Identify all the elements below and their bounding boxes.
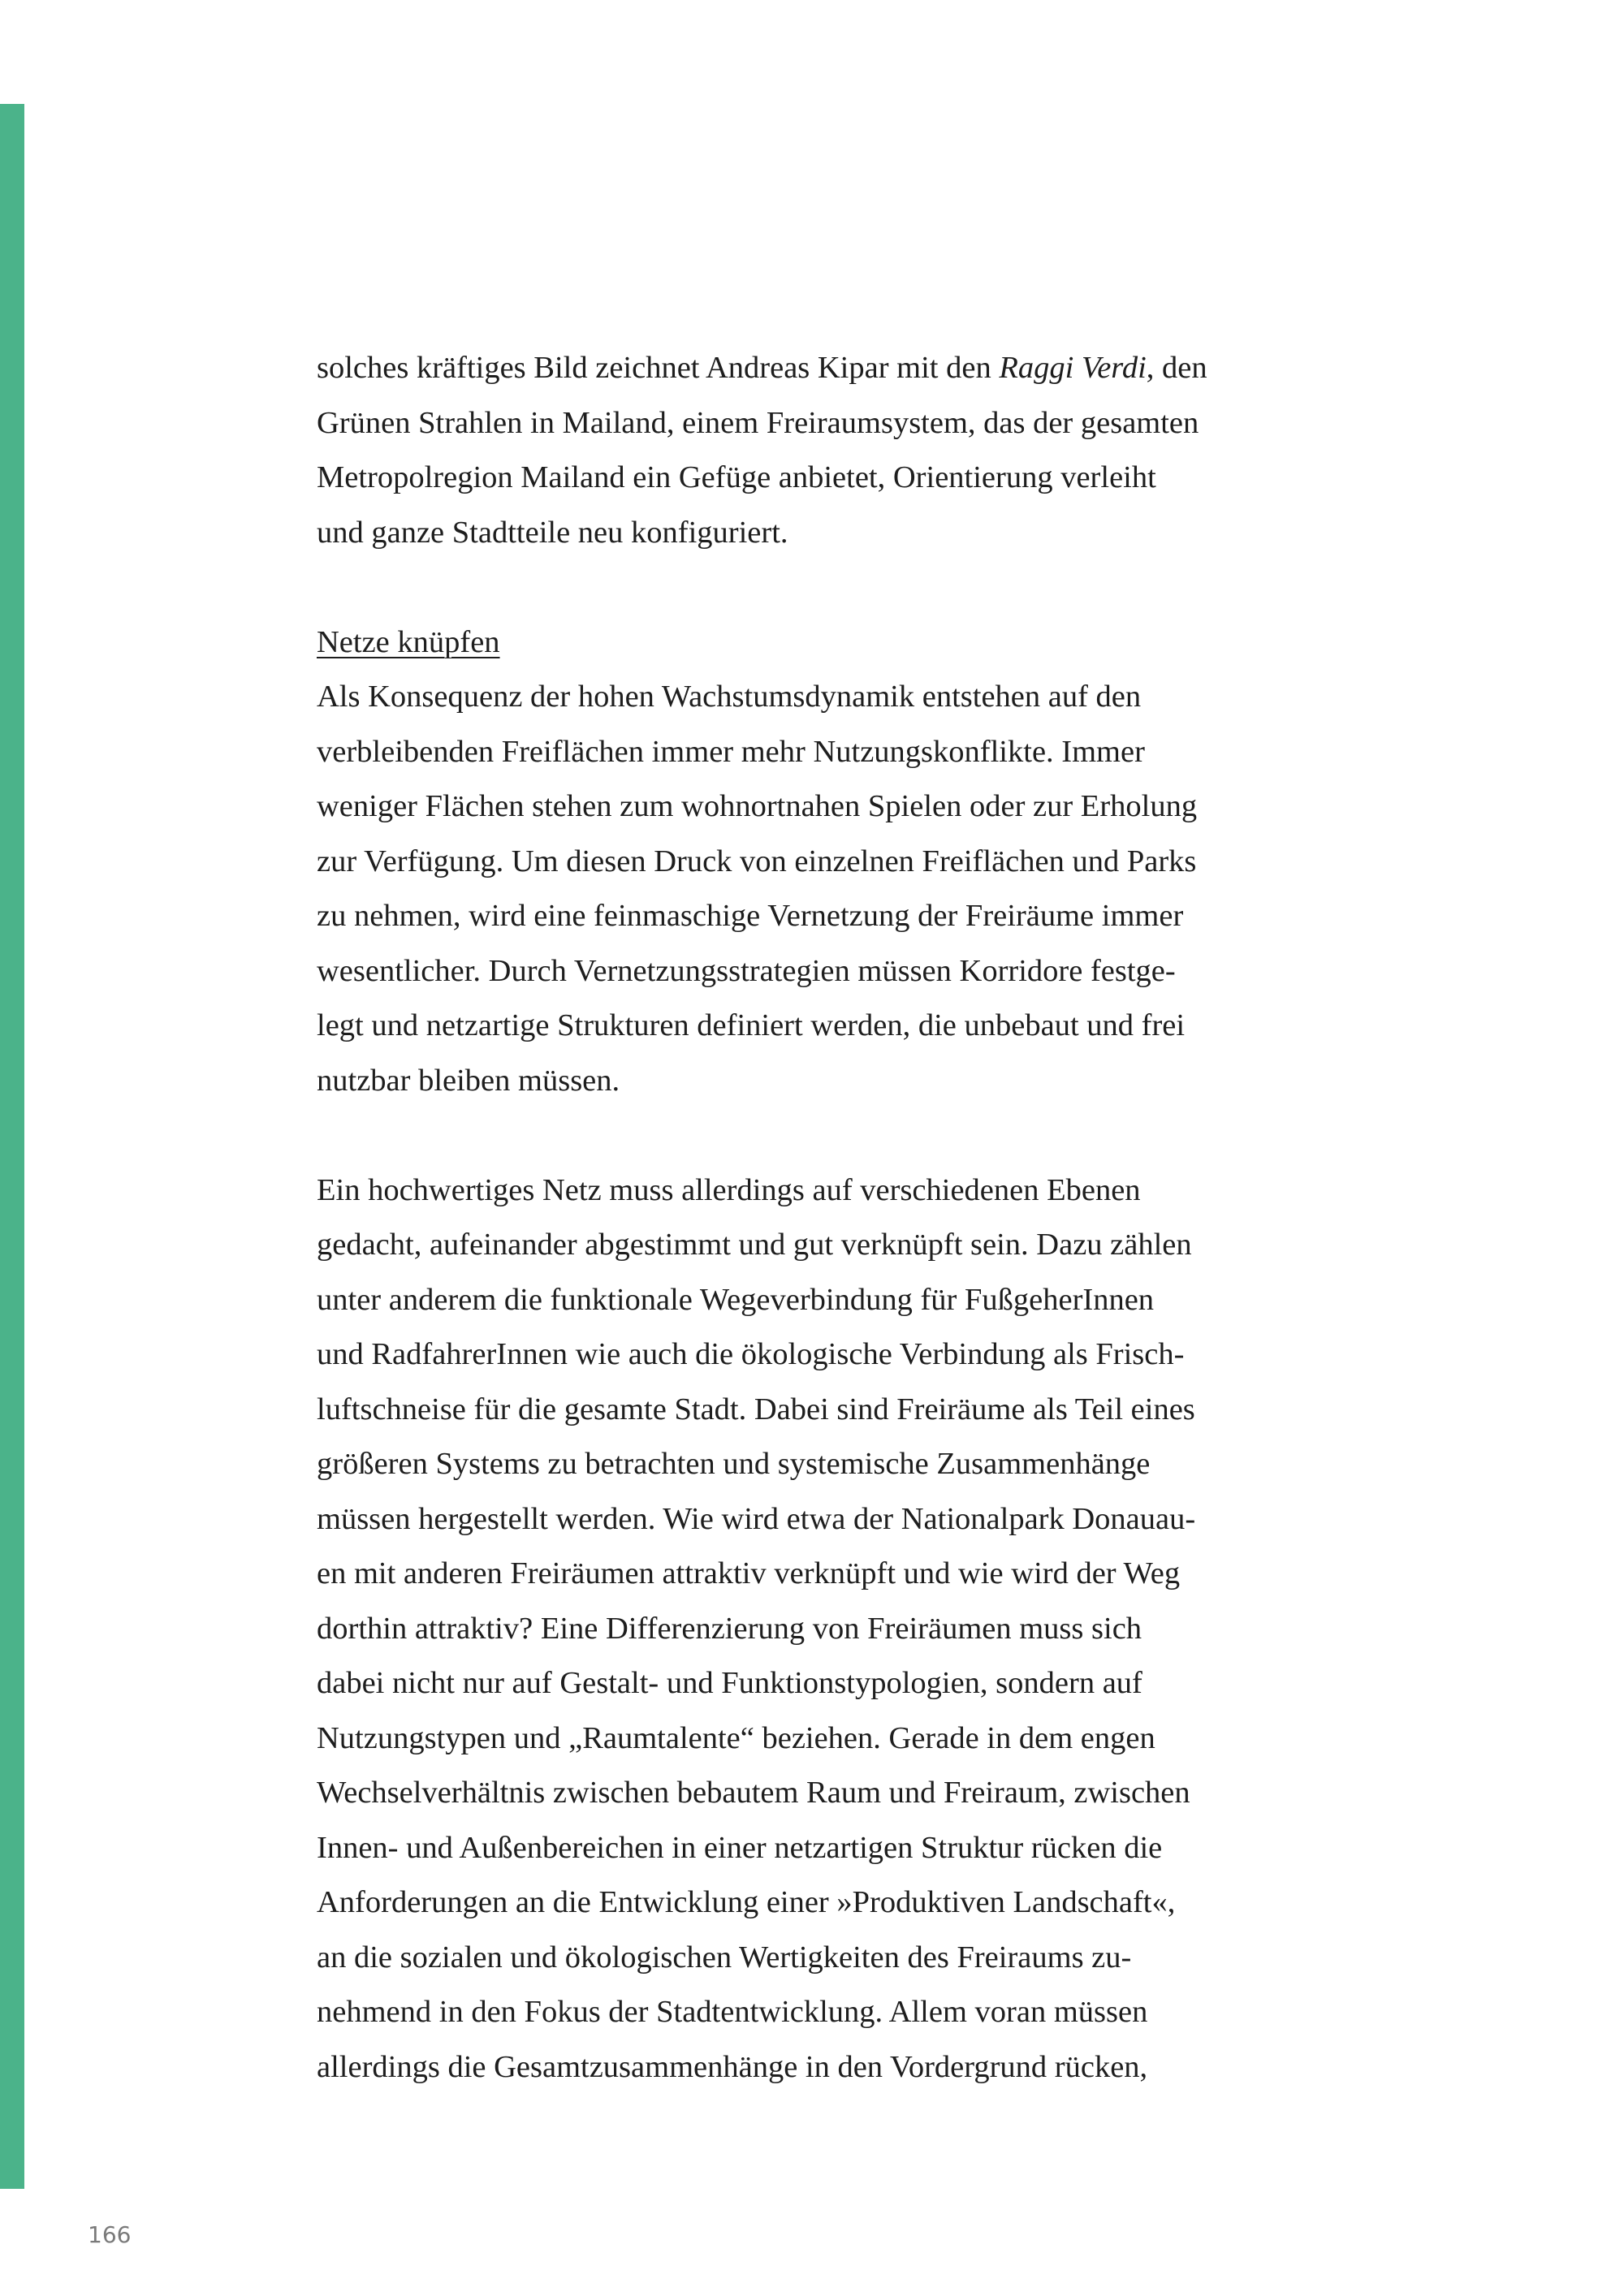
paragraph-spacer: [317, 1108, 1307, 1163]
paragraph-1-line: und ganze Stadtteile neu konfiguriert.: [317, 515, 788, 550]
paragraph-3-line: Anforderungen an die Entwicklung einer »Produktiven Landschaft«,: [317, 1885, 1176, 1919]
paragraph-1-line: Grünen Strahlen in Mailand, einem Freiraumsystem, das der gesamten: [317, 405, 1199, 440]
paragraph-3-line: gedacht, aufeinander abgestimmt und gut verknüpft sein. Dazu zählen: [317, 1228, 1192, 1262]
paragraph-3-line: Ein hochwertiges Netz muss allerdings auf verschiedenen Ebenen: [317, 1172, 1141, 1207]
paragraph-3-line: Wechselverhältnis zwischen bebautem Raum und Freiraum, zwischen: [317, 1776, 1190, 1810]
paragraph-3-line: en mit anderen Freiräumen attraktiv verknüpft und wie wird der Weg: [317, 1556, 1181, 1590]
paragraph-1-line-1-start: solches kräftiges Bild zeichnet Andreas Kipar mit den: [317, 351, 1000, 385]
paragraph-3-line: allerdings die Gesamtzusammenhänge in den Vordergrund rücken,: [317, 2049, 1148, 2084]
accent-bar: [0, 104, 24, 2189]
paragraph-3-line: Nutzungstypen und „Raumtalente“ beziehen. Gerade in dem engen: [317, 1720, 1155, 1755]
paragraph-2-line: zur Verfügung. Um diesen Druck von einzelnen Freiflächen und Parks: [317, 844, 1197, 878]
paragraph-3: [317, 1163, 1307, 2095]
paragraph-2-line: nutzbar bleiben müssen.: [317, 1063, 620, 1098]
paragraph-3-line: und RadfahrerInnen wie auch die ökologische Verbindung als Frisch-: [317, 1337, 1185, 1371]
paragraph-3-line: größeren Systems zu betrachten und systemische Zusammenhänge: [317, 1447, 1151, 1481]
paragraph-3-line: Innen- und Außenbereichen in einer netzartigen Struktur rücken die: [317, 1830, 1163, 1865]
paragraph-2-line: Als Konsequenz der hohen Wachstumsdynamik entstehen auf den: [317, 680, 1142, 714]
paragraph-3-line: luftschneise für die gesamte Stadt. Dabei sind Freiräume als Teil eines: [317, 1392, 1195, 1426]
paragraph-1: [317, 341, 1307, 560]
paragraph-3-line: nehmend in den Fokus der Stadtentwicklung. Allem voran müssen: [317, 1995, 1148, 2029]
paragraph-2-line: weniger Flächen stehen zum wohnortnahen Spielen oder zur Erholung: [317, 789, 1198, 823]
paragraph-1-line-1-end: , den: [1146, 351, 1207, 385]
paragraph-2-line: legt und netzartige Strukturen definiert werden, die unbebaut und frei: [317, 1008, 1186, 1042]
paragraph-spacer: [317, 560, 1307, 615]
paragraph-2: [317, 670, 1307, 1108]
paragraph-3-line: dabei nicht nur auf Gestalt- und Funktionstypologien, sondern auf: [317, 1666, 1142, 1700]
italic-term-raggi-verdi: Raggi Verdi: [999, 351, 1147, 385]
paragraph-3-line: dorthin attraktiv? Eine Differenzierung von Freiräumen muss sich: [317, 1611, 1142, 1646]
paragraph-2-line: wesentlicher. Durch Vernetzungsstrategien müssen Korridore festge-: [317, 953, 1176, 988]
paragraph-1-line: Metropolregion Mailand ein Gefüge anbietet, Orientierung verleiht: [317, 460, 1156, 494]
paragraph-2-line: verbleibenden Freiflächen immer mehr Nutzungskonflikte. Immer: [317, 734, 1145, 769]
paragraph-3-line: müssen hergestellt werden. Wie wird etwa der Nationalpark Donauau-: [317, 1501, 1196, 1536]
paragraph-3-line: an die sozialen und ökologischen Wertigkeiten des Freiraums zu-: [317, 1940, 1132, 1974]
paragraph-2-line: zu nehmen, wird eine feinmaschige Vernetzung der Freiräume immer: [317, 899, 1184, 933]
page-number: 166: [88, 2221, 132, 2248]
paragraph-3-line: unter anderem die funktionale Wegeverbindung für FußgeherInnen: [317, 1282, 1155, 1317]
paragraph-1-line: [317, 341, 1307, 396]
body-text: [317, 341, 1307, 2095]
section-heading: Netze knüpfen: [317, 624, 500, 659]
